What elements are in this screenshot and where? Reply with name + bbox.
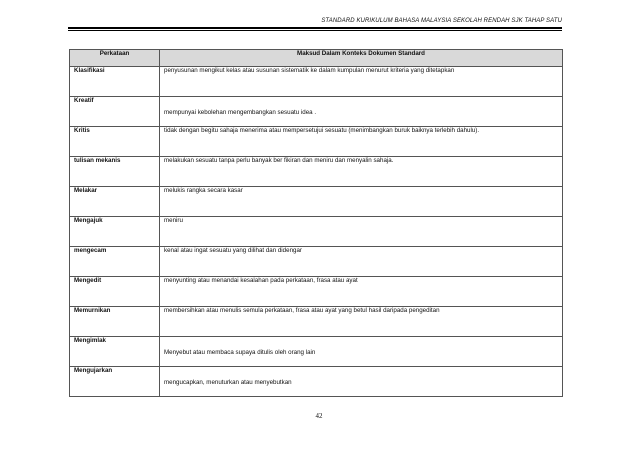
table-row bbox=[70, 97, 563, 127]
header-rule bbox=[68, 27, 562, 31]
definition-cell: Menyebut atau membaca supaya ditulis oleh orang lain bbox=[160, 337, 563, 367]
term-cell: Klasifikasi bbox=[70, 67, 160, 97]
definition-cell: meniru bbox=[160, 217, 563, 247]
definition-cell: penyusunan mengikut kelas atau susunan sistematik ke dalam kumpulan menurut kriteria yang ditetapkan bbox=[160, 67, 563, 97]
term-cell: Kritis bbox=[70, 127, 160, 157]
table-row bbox=[70, 247, 563, 277]
running-header: STANDARD KURIKULUM BAHASA MALAYSIA SEKOLAH RENDAH SJK TAHAP SATU bbox=[321, 18, 562, 24]
table-row bbox=[70, 367, 563, 397]
term-cell: Mengujarkan bbox=[70, 367, 160, 397]
table-row bbox=[70, 67, 563, 97]
table-row bbox=[70, 277, 563, 307]
column-header-meaning: Maksud Dalam Konteks Dokumen Standard bbox=[160, 50, 563, 67]
definition-cell: membersihkan atau menulis semula perkataan, frasa atau ayat yang betul hasil daripada pengeditan bbox=[160, 307, 563, 337]
table-header-row bbox=[70, 50, 563, 67]
term-cell: mengecam bbox=[70, 247, 160, 277]
table-row bbox=[70, 127, 563, 157]
page-number: 42 bbox=[315, 412, 323, 420]
table-body bbox=[70, 67, 563, 397]
definition-cell: menyunting atau menandai kesalahan pada perkataan, frasa atau ayat bbox=[160, 277, 563, 307]
definition-cell: kenal atau ingat sesuatu yang dilihat dan didengar bbox=[160, 247, 563, 277]
term-cell: Mengedit bbox=[70, 277, 160, 307]
term-cell: Kreatif bbox=[70, 97, 160, 127]
definition-cell: mengucapkan, menuturkan atau menyebutkan bbox=[160, 367, 563, 397]
definition-cell: melukis rangka secara kasar bbox=[160, 187, 563, 217]
definition-cell: melakukan sesuatu tanpa perlu banyak ber fikiran dan meniru dan menyalin sahaja. bbox=[160, 157, 563, 187]
term-cell: Mengajuk bbox=[70, 217, 160, 247]
term-cell: tulisan mekanis bbox=[70, 157, 160, 187]
definition-cell: mempunyai kebolehan mengembangkan sesuatu idea . bbox=[160, 97, 563, 127]
definition-cell: tidak dengan begitu sahaja menerima atau mempersetujui sesuatu (menimbangkan buruk baiknya terlebih dahulu). bbox=[160, 127, 563, 157]
table-row bbox=[70, 337, 563, 367]
term-cell: Mengimlak bbox=[70, 337, 160, 367]
column-header-word: Perkataan bbox=[70, 50, 160, 67]
table-row bbox=[70, 157, 563, 187]
term-cell: Memurnikan bbox=[70, 307, 160, 337]
table-row bbox=[70, 217, 563, 247]
table-row bbox=[70, 187, 563, 217]
table-row bbox=[70, 307, 563, 337]
term-cell: Melakar bbox=[70, 187, 160, 217]
glossary-table bbox=[69, 49, 563, 397]
